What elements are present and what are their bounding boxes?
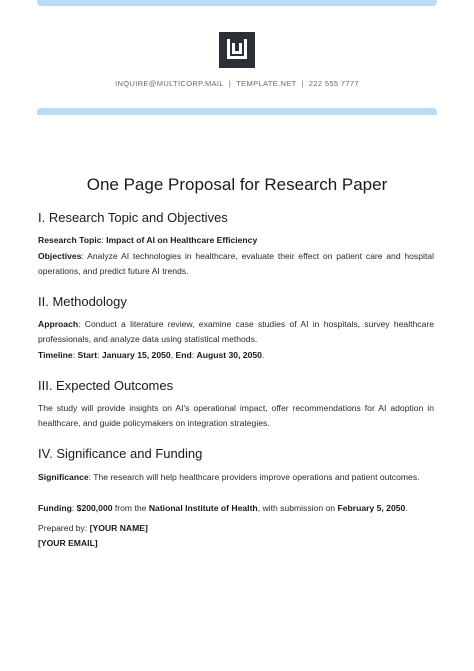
objectives-label: Objectives: [38, 251, 82, 261]
contact-email: INQUIRE@MULTICORP.MAIL: [115, 79, 224, 88]
document-title: One Page Proposal for Research Paper: [86, 175, 388, 194]
prepared-by-line: [38, 521, 434, 536]
timeline-start-value: January 15, 2050: [101, 350, 171, 360]
approach-text: Conduct a literature review, examine case studies of AI in hospitals, survey healthcare professionals, and analyze data using statistical methods.: [38, 319, 434, 345]
section-heading-expected-outcomes: III. Expected Outcomes: [38, 378, 174, 393]
timeline-line: Timeline: Start: January 15, 2050, End: August 30, 2050.: [38, 350, 265, 360]
company-logo-icon: [219, 32, 255, 68]
contact-line: [0, 79, 474, 88]
prepared-by-name: [YOUR NAME]: [89, 523, 148, 533]
timeline-end-label: End: [175, 350, 192, 360]
section-heading-significance-funding: IV. Significance and Funding: [38, 446, 203, 461]
funding-date: February 5, 2050: [337, 503, 406, 513]
significance-text: The research will help healthcare providers improve operations and patient outcomes.: [93, 472, 420, 482]
prepared-by-email-value: [YOUR EMAIL]: [38, 538, 98, 548]
funding-with-text: , with submission on: [257, 503, 336, 513]
contact-separator: |: [301, 79, 304, 88]
section-heading-methodology: II. Methodology: [38, 294, 127, 309]
timeline-end-value: August 30, 2050: [196, 350, 262, 360]
significance-paragraph: Significance: The research will help healthcare providers improve operations and patient outcomes.: [38, 472, 420, 482]
top-decorative-band: [37, 0, 437, 6]
section-heading-research-topic: I. Research Topic and Objectives: [38, 210, 228, 225]
research-topic-label: Research Topic: [38, 235, 102, 245]
research-topic-line: Research Topic: Impact of AI on Healthcare Efficiency: [38, 235, 258, 245]
approach-paragraph: Approach: Conduct a literature review, examine case studies of AI in hospitals, survey healthcare professionals, and analyze data using statistical methods.: [38, 319, 434, 345]
expected-outcomes-paragraph: The study will provide insights on AI's operational impact, offer recommendations for AI adoption in healthcare, and guide policymakers on integration strategies.: [38, 403, 434, 429]
funding-amount: $200,000: [76, 503, 113, 513]
significance-label: Significance: [38, 472, 89, 482]
contact-phone: 222 555 7777: [308, 79, 359, 88]
funding-from-text: from the: [114, 503, 147, 513]
funding-source: National Institute of Health: [148, 503, 258, 513]
timeline-start-label: Start: [77, 350, 98, 360]
contact-website: TEMPLATE.NET: [236, 79, 297, 88]
prepared-by-email: [38, 536, 434, 551]
timeline-label: Timeline: [38, 350, 73, 360]
prepared-by-label: Prepared by:: [38, 523, 88, 533]
objectives-paragraph: Objectives: Analyze AI technologies in healthcare, evaluate their effect on patient care and hospital operations, and predict future AI trends.: [38, 251, 434, 277]
approach-label: Approach: [38, 319, 79, 329]
divider-band: [37, 108, 437, 115]
funding-line: Funding: $200,000 from the National Institute of Health, with submission on February 5, 2050.: [38, 503, 408, 513]
contact-separator: |: [228, 79, 232, 88]
objectives-text: Analyze AI technologies in healthcare, evaluate their effect on patient care and hospital operations, and predict future AI trends.: [38, 251, 434, 277]
research-topic-value: Impact of AI on Healthcare Efficiency: [106, 235, 258, 245]
funding-label: Funding: [38, 503, 72, 513]
